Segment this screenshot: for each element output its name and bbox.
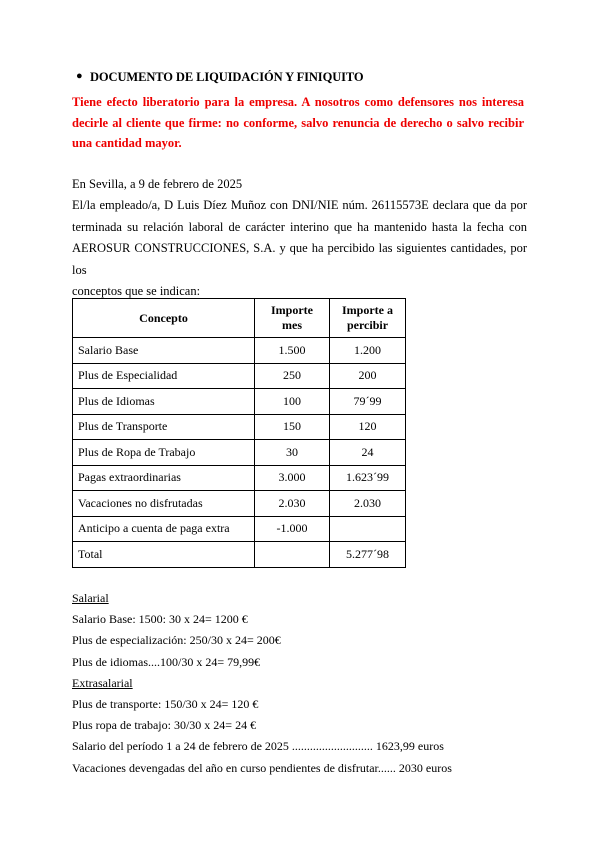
calc-line: Salario del período 1 a 24 de febrero de 2025 ........................... 1623,99 euros bbox=[72, 739, 444, 754]
calculation-section bbox=[72, 588, 452, 779]
calc-line: Vacaciones devengadas del año en curso pendientes de disfrutar...... 2030 euros bbox=[72, 760, 452, 775]
declaration-line: El/la empleado/a, D Luis Díez Muñoz con DNI/NIE núm. 26115573E declara que da por bbox=[72, 198, 527, 212]
total-amount-cell: 5.277´98 bbox=[330, 542, 406, 568]
concept-cell: Pagas extraordinarias bbox=[73, 465, 255, 491]
concept-cell: Plus de Transporte bbox=[73, 414, 255, 440]
table-header-row bbox=[73, 299, 406, 338]
payable-amount-cell: 1.200 bbox=[330, 338, 406, 364]
payable-amount-cell: 79´99 bbox=[330, 389, 406, 415]
header-importe-percibir: Importe a percibir bbox=[330, 299, 406, 338]
table-row bbox=[73, 465, 406, 491]
concept-cell: Plus de Especialidad bbox=[73, 363, 255, 389]
monthly-amount-cell: -1.000 bbox=[255, 516, 330, 542]
payable-amount-cell: 2.030 bbox=[330, 491, 406, 517]
payable-amount-cell: 1.623´99 bbox=[330, 465, 406, 491]
concept-cell: Total bbox=[73, 542, 255, 568]
calc-line: Plus de transporte: 150/30 x 24= 120 € bbox=[72, 697, 259, 712]
monthly-amount-cell: 250 bbox=[255, 363, 330, 389]
concept-cell: Plus de Ropa de Trabajo bbox=[73, 440, 255, 466]
payable-amount-cell: 24 bbox=[330, 440, 406, 466]
table-row bbox=[73, 440, 406, 466]
bullet-icon: ● bbox=[76, 70, 83, 82]
monthly-amount-cell: 150 bbox=[255, 414, 330, 440]
declaration-line: conceptos que se indican: bbox=[72, 284, 201, 298]
monthly-amount-cell: 1.500 bbox=[255, 338, 330, 364]
declaration-line: AEROSUR CONSTRUCCIONES, S.A. y que ha percibido las siguientes cantidades, por los bbox=[72, 241, 527, 277]
header-importe-mes: Importe mes bbox=[255, 299, 330, 338]
extrasalarial-title: Extrasalarial bbox=[72, 675, 133, 690]
document-heading bbox=[76, 70, 364, 85]
monthly-amount-cell bbox=[255, 542, 330, 568]
calc-line: Plus de idiomas....100/30 x 24= 79,99€ bbox=[72, 654, 261, 669]
place-date: En Sevilla, a 9 de febrero de 2025 bbox=[72, 177, 243, 191]
table-row bbox=[73, 389, 406, 415]
concept-cell: Anticipo a cuenta de paga extra bbox=[73, 516, 255, 542]
header-concepto: Concepto bbox=[73, 299, 255, 338]
monthly-amount-cell: 3.000 bbox=[255, 465, 330, 491]
table-row bbox=[73, 363, 406, 389]
monthly-amount-cell: 2.030 bbox=[255, 491, 330, 517]
heading-title: DOCUMENTO DE LIQUIDACIÓN Y FINIQUITO bbox=[90, 70, 364, 84]
concept-cell: Vacaciones no disfrutadas bbox=[73, 491, 255, 517]
monthly-amount-cell: 100 bbox=[255, 389, 330, 415]
payable-amount-cell: 120 bbox=[330, 414, 406, 440]
warning-note: Tiene efecto liberatorio para la empresa. A nosotros como defensores nos interesa decirle al cliente que firme: no conforme, salvo renuncia de derecho o salvo recibir una cantidad mayor. bbox=[72, 95, 524, 150]
table-row bbox=[73, 338, 406, 364]
salarial-title: Salarial bbox=[72, 591, 109, 605]
table-row bbox=[73, 516, 406, 542]
calc-line: Plus ropa de trabajo: 30/30 x 24= 24 € bbox=[72, 718, 257, 733]
calc-line: Salario Base: 1500: 30 x 24= 1200 € bbox=[72, 612, 248, 627]
declaration-line: terminada su relación laboral de carácter interino que ha mantenido hasta la fecha con bbox=[72, 219, 527, 234]
concept-cell: Plus de Idiomas bbox=[73, 389, 255, 415]
payable-amount-cell: 200 bbox=[330, 363, 406, 389]
calc-line: Plus de especialización: 250/30 x 24= 200€ bbox=[72, 633, 281, 648]
declaration-paragraph bbox=[72, 195, 527, 303]
concept-cell: Salario Base bbox=[73, 338, 255, 364]
payable-amount-cell bbox=[330, 516, 406, 542]
table-total-row bbox=[73, 542, 406, 568]
table-row bbox=[73, 414, 406, 440]
monthly-amount-cell: 30 bbox=[255, 440, 330, 466]
table-row bbox=[73, 491, 406, 517]
settlement-table bbox=[72, 298, 406, 568]
